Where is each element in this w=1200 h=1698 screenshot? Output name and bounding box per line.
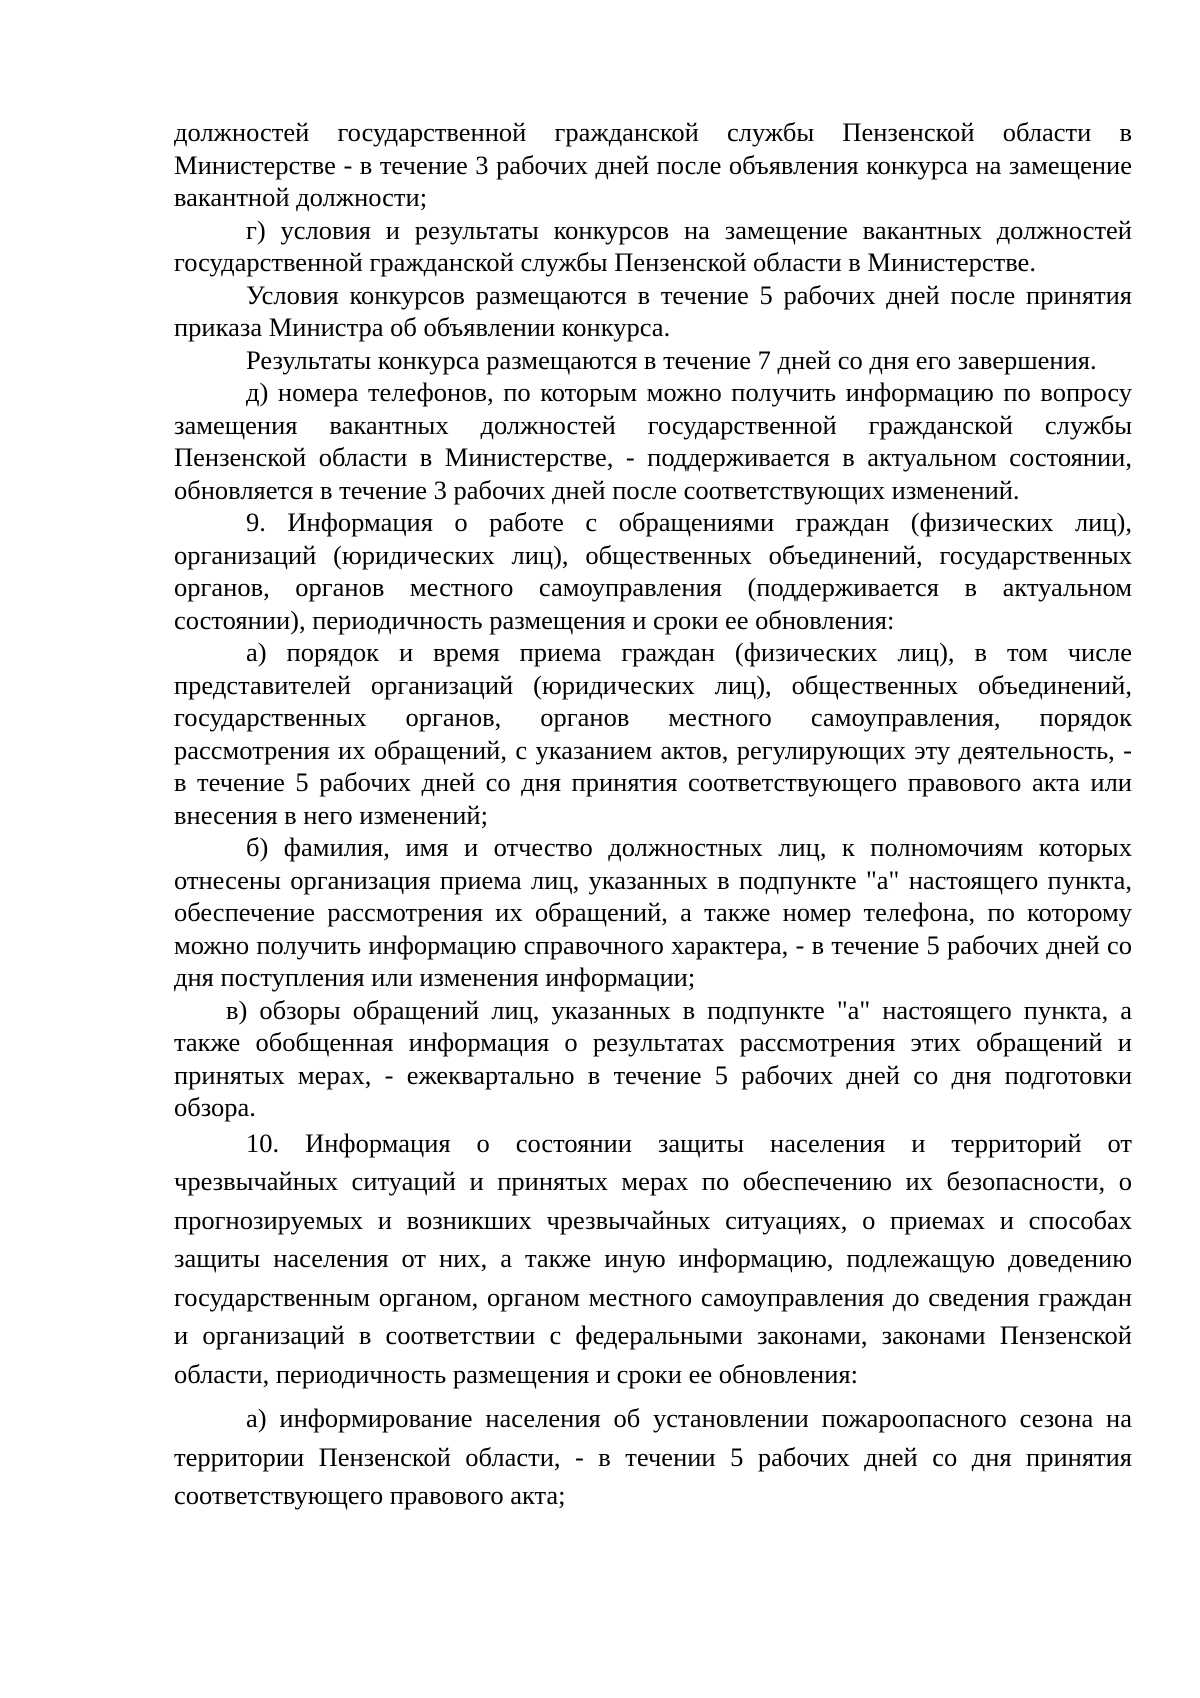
paragraph-section-10-item-a: а) информирование населения об установлении пожароопасного сезона на территории Пензенской области, - в течении 5 рабочих дней со дня принятия соответствующего правового акта; bbox=[174, 1403, 1132, 1510]
paragraph-contest-conditions: Условия конкурсов размещаются в течение 5 рабочих дней после принятия приказа Министра об объявлении конкурса. bbox=[174, 279, 1132, 342]
paragraph-item-d: д) номера телефонов, по которым можно получить информацию по вопросу замещения вакантных должностей государственной гражданской службы Пензенской области в Министерстве, - поддерживается в актуальном состоянии, обновляется в течение 3 рабочих дней после соответствующих изменений. bbox=[174, 377, 1132, 505]
paragraph-item-g: г) условия и результаты конкурсов на замещение вакантных должностей государственной гражданской службы Пензенской области в Министерстве. bbox=[174, 214, 1132, 277]
document-body bbox=[174, 116, 1132, 1515]
paragraph-continuation: должностей государственной гражданской службы Пензенской области в Министерстве - в течение 3 рабочих дней после объявления конкурса на замещение вакантной должности; bbox=[174, 117, 1132, 212]
paragraph-section-9: 9. Информация о работе с обращениями граждан (физических лиц), организаций (юридических лиц), общественных объединений, государственных органов, органов местного самоуправления (поддерживается в актуальном состоянии), периодичность размещения и сроки ее обновления: bbox=[174, 507, 1132, 635]
paragraph-section-10: 10. Информация о состоянии защиты населения и территорий от чрезвычайных ситуаций и принятых мерах по обеспечению их безопасности, о прогнозируемых и возникших чрезвычайных ситуациях, о приемах и способах защиты населения от них, а также иную информацию, подлежащую доведению государственным органом, органом местного самоуправления до сведения граждан и организаций в соответствии с федеральными законами, законами Пензенской области, периодичность размещения и сроки ее обновления: bbox=[174, 1127, 1132, 1389]
paragraph-section-9-item-b: б) фамилия, имя и отчество должностных лиц, к полномочиям которых отнесены организация приема лиц, указанных в подпункте "а" настоящего пункта, обеспечение рассмотрения их обращений, а также номер телефона, по которому можно получить информацию справочного характера, - в течение 5 рабочих дней со дня поступления или изменения информации; bbox=[174, 832, 1132, 992]
paragraph-section-9-item-a: а) порядок и время приема граждан (физических лиц), в том числе представителей организаций (юридических лиц), общественных объединений, государственных органов, органов местного самоуправления, порядок рассмотрения их обращений, с указанием актов, регулирующих эту деятельность, - в течение 5 рабочих дней со дня принятия соответствующего правового акта или внесения в него изменений; bbox=[174, 637, 1132, 830]
paragraph-section-9-item-v: в) обзоры обращений лиц, указанных в подпункте "а" настоящего пункта, а также обобщенная информация о результатах рассмотрения этих обращений и принятых мерах, - ежеквартально в течение 5 рабочих дней со дня подготовки обзора. bbox=[174, 994, 1132, 1122]
paragraph-contest-results: Результаты конкурса размещаются в течение 7 дней со дня его завершения. bbox=[246, 344, 1097, 375]
